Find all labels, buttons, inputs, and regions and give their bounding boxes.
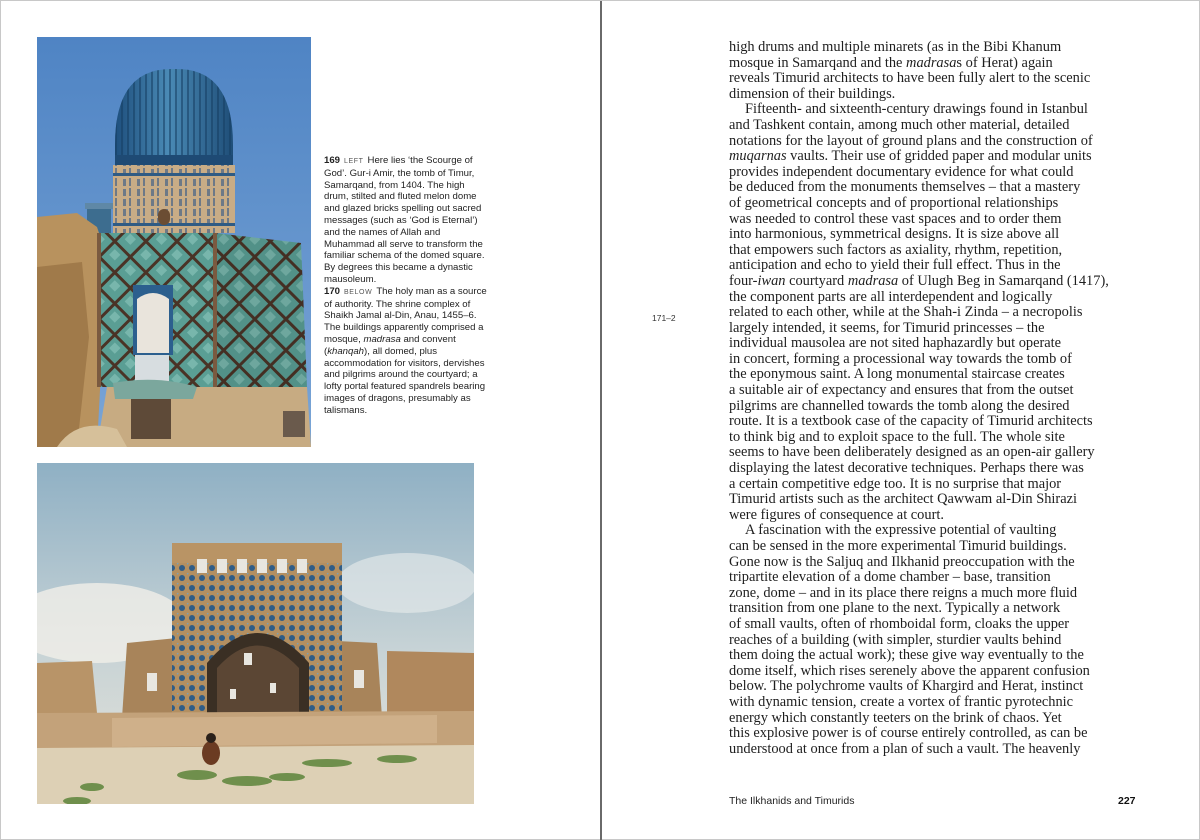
body-line xyxy=(729,633,1129,649)
caption-text: Here lies ‘the Scourge of God’. Gur-i Amir, the tomb of Timur, Samarqand, from 1404. The high drum, stilted and fluted melon dome and glazed bricks spelling out sacred messages (such as ‘God is Eternal’) and the names of Allah and Muhammad all serve to transform the familiar schema of the domed square. By degrees this became a dynastic mausoleum. xyxy=(324,155,485,285)
body-line xyxy=(729,601,1129,617)
body-line xyxy=(729,290,1129,306)
body-line xyxy=(729,726,1129,742)
text-run: transition from one plane to the next. Typically a network xyxy=(729,600,1061,617)
italic-term: iwan xyxy=(757,272,786,289)
text-run: zone, dome – and in its place there reigns a much more fluid xyxy=(729,584,1078,601)
body-line xyxy=(729,71,1129,87)
body-line xyxy=(729,102,1129,118)
running-footer: The Ilkhanids and Timurids xyxy=(729,795,855,807)
body-line xyxy=(729,742,1129,758)
body-line xyxy=(729,508,1129,524)
gur-i-amir-image xyxy=(37,37,311,447)
text-run: pilgrims are channelled towards the tomb along the desired xyxy=(729,397,1070,414)
body-line xyxy=(729,523,1129,539)
text-run: energy which constantly teeters on the brink of chaos. Yet xyxy=(729,709,1062,726)
body-line xyxy=(729,445,1129,461)
body-line xyxy=(729,570,1129,586)
body-line xyxy=(729,461,1129,477)
text-run: understood at once from a plan of such a vault. The heavenly xyxy=(729,740,1081,757)
body-line xyxy=(729,414,1129,430)
text-run: individual mausolea are not sited haphazardly but operate xyxy=(729,335,1062,352)
body-line xyxy=(729,367,1129,383)
shrine-jamal-al-din-painting xyxy=(37,463,474,804)
text-run: seems to have been deliberately designed as an open-air gallery xyxy=(729,444,1095,461)
body-line xyxy=(729,430,1129,446)
text-run: this explosive power is of course entirely controlled, as can be xyxy=(729,725,1088,742)
caption-italic-term: madrasa xyxy=(363,333,401,345)
text-run: and Tashkent contain, among much other material, detailed xyxy=(729,116,1070,133)
text-run: that empowers such factors as axiality, rhythm, repetition, xyxy=(729,241,1063,258)
text-run: of small vaults, often of rhomboidal form, cloaks the upper xyxy=(729,615,1070,632)
text-run: high drums and multiple minarets (as in the Bibi Khanum xyxy=(729,39,1062,55)
text-run: to think big and to exploit space to the full. The whole site xyxy=(729,428,1065,445)
caption-position: LEFT xyxy=(344,158,364,165)
text-run: Timurid artists such as the architect Qawwam al-Din Shirazi xyxy=(729,491,1077,508)
caption-text: The holy man as a source of authority. The shrine complex of Shaikh Jamal al-Din, Anau, 1455–6. The buildings apparently comprised a mosque, xyxy=(324,285,487,345)
text-run: s of Herat) again xyxy=(956,54,1053,71)
caption-number: 170 xyxy=(324,285,341,297)
text-run: them doing the actual work); these give way eventually to the xyxy=(729,647,1084,664)
text-run: related to each other, while at the Shah-i Zinda – a necropolis xyxy=(729,304,1083,321)
text-run: Fifteenth- and sixteenth-century drawings found in Istanbul xyxy=(745,101,1088,118)
body-line xyxy=(729,56,1129,72)
body-line xyxy=(729,586,1129,602)
body-line xyxy=(729,40,1129,56)
body-text xyxy=(729,40,1129,757)
page-number: 227 xyxy=(1118,795,1136,807)
text-run: a suitable air of expectancy and ensures that from the outset xyxy=(729,382,1074,399)
text-run: provides independent documentary evidence for what could xyxy=(729,163,1074,180)
text-run: vaults. Their use of gridded paper and modular units xyxy=(786,148,1092,165)
text-run: the eponymous saint. A long monumental staircase creates xyxy=(729,366,1065,383)
caption-text: ), all domed, plus accommodation for visitors, dervishes and pilgrims around the courtyard; a lofty portal featured spandrels bearing images of dragons, presumably as talismans. xyxy=(324,345,486,416)
body-line xyxy=(729,399,1129,415)
text-run: anticipation and echo to yield their full effect. Thus in the xyxy=(729,257,1061,274)
body-line xyxy=(729,180,1129,196)
text-run: into harmonious, symmetrical designs. It is size above all xyxy=(729,226,1060,243)
caption-position: BELOW xyxy=(344,288,373,296)
body-line xyxy=(729,711,1129,727)
body-line xyxy=(729,118,1129,134)
body-line xyxy=(729,321,1129,337)
body-line xyxy=(729,539,1129,555)
text-run: the component parts are all interdependent and logically xyxy=(729,288,1053,305)
text-run: courtyard xyxy=(785,272,848,289)
body-line xyxy=(729,274,1129,290)
text-run: reaches of a building (with simpler, sturdier vaults behind xyxy=(729,631,1062,648)
caption-170 xyxy=(324,286,489,417)
text-run: A fascination with the expressive potential of vaulting xyxy=(745,522,1057,539)
body-line xyxy=(729,648,1129,664)
italic-term: madrasa xyxy=(847,272,899,289)
text-run: reveals Timurid architects to have been fully alert to the scenic xyxy=(729,70,1091,87)
figure-captions xyxy=(324,155,489,417)
text-run: can be sensed in the more experimental Timurid buildings. xyxy=(729,538,1067,554)
text-run: route. It is a textbook case of the capacity of Timurid architects xyxy=(729,413,1093,430)
text-run: below. The polychrome vaults of Khargird and Herat, instinct xyxy=(729,678,1084,695)
italic-term: muqarnas xyxy=(729,148,787,165)
text-run: mosque in Samarqand and the xyxy=(729,54,907,71)
text-run: dimension of their buildings. xyxy=(729,85,896,102)
text-run: tripartite elevation of a dome chamber – base, transition xyxy=(729,569,1051,586)
caption-italic-term: khanqah xyxy=(327,345,365,357)
body-line xyxy=(729,352,1129,368)
body-line xyxy=(729,196,1129,212)
body-line xyxy=(729,243,1129,259)
caption-169 xyxy=(324,155,489,286)
margin-figure-reference: 171–2 xyxy=(652,313,676,323)
text-run: a certain competitive edge too. It is no surprise that major xyxy=(729,475,1062,492)
body-line xyxy=(729,165,1129,181)
caption-number: 169 xyxy=(324,155,341,166)
body-line xyxy=(729,134,1129,150)
text-run: Gone now is the Saljuq and Ilkhanid preoccupation with the xyxy=(729,553,1075,570)
body-line xyxy=(729,258,1129,274)
italic-term: madrasa xyxy=(906,54,957,71)
text-run: of Ulugh Beg in Samarqand (1417), xyxy=(898,272,1109,289)
body-line xyxy=(729,695,1129,711)
body-line xyxy=(729,492,1129,508)
figure-169-gur-i-amir-photo xyxy=(37,37,311,447)
body-line xyxy=(729,664,1129,680)
text-run: four- xyxy=(729,272,758,289)
body-line xyxy=(729,227,1129,243)
figure-170-shrine-painting xyxy=(37,463,474,804)
body-line xyxy=(729,336,1129,352)
body-line xyxy=(729,617,1129,633)
caption-text: and convent ( xyxy=(324,333,456,357)
text-run: be deduced from the monuments themselves – that a mastery xyxy=(729,179,1081,196)
text-run: displaying the latest decorative techniques. Perhaps there was xyxy=(729,460,1084,477)
text-run: in concert, forming a processional way towards the tomb of xyxy=(729,350,1072,367)
body-line xyxy=(729,555,1129,571)
text-run: of geometrical concepts and of proportional relationships xyxy=(729,194,1059,211)
text-run: with dynamic tension, create a vortex of frantic pyrotechnic xyxy=(729,693,1074,710)
text-run: largely intended, it seems, for Timurid princesses – the xyxy=(729,319,1045,336)
body-line xyxy=(729,679,1129,695)
text-run: was needed to control these vast spaces and to order them xyxy=(729,210,1062,227)
right-page xyxy=(602,1,1200,840)
body-line xyxy=(729,305,1129,321)
text-run: were figures of consequence at court. xyxy=(729,506,944,523)
left-page xyxy=(1,1,600,840)
body-line xyxy=(729,212,1129,228)
body-line xyxy=(729,383,1129,399)
body-line xyxy=(729,149,1129,165)
body-line xyxy=(729,87,1129,103)
text-run: dome itself, which rises serenely above the apparent confusion xyxy=(729,662,1090,679)
text-run: notations for the layout of ground plans and the construction of xyxy=(729,132,1093,149)
body-line xyxy=(729,477,1129,493)
